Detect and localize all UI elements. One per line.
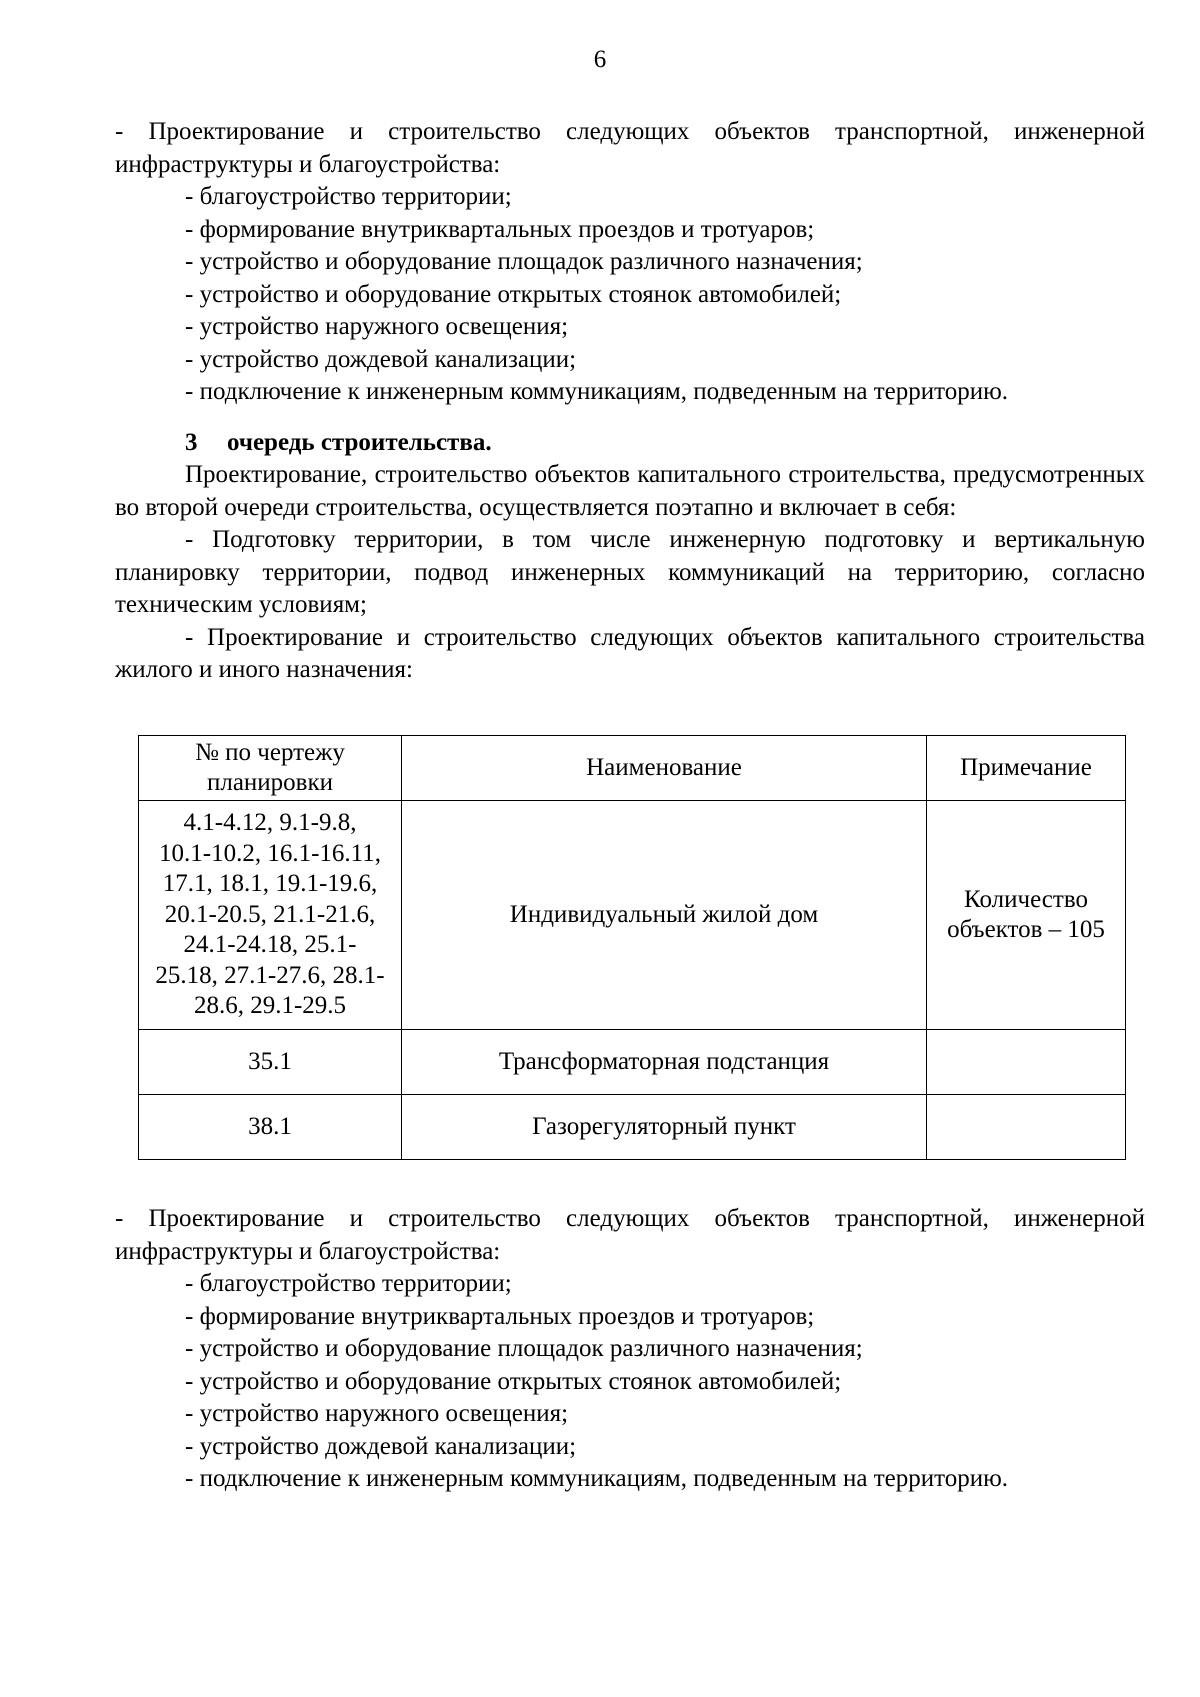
- list-item: - формирование внутриквартальных проездов и тротуаров;: [185, 1302, 815, 1330]
- stage-paragraph: Проектирование, строительство объектов капитального строительства, предусмотренных во второй очереди строительства, осуществляется поэтапно и включает в себя:: [115, 461, 1145, 521]
- list-item: - устройство и оборудование площадок различного назначения;: [185, 248, 863, 275]
- list-item: - благоустройство территории;: [185, 1270, 512, 1297]
- list-item: - устройство дождевой канализации;: [185, 1432, 577, 1460]
- list-item: - благоустройство территории;: [185, 183, 512, 210]
- stage-item-construction: - Проектирование и строительство следующих объектов капитального строительства жилого и иного назначения:: [115, 623, 1145, 683]
- stage-heading: [185, 427, 1145, 460]
- table-row: [139, 1095, 1126, 1160]
- stage-number: 3: [185, 428, 198, 456]
- list-item: - устройство наружного освещения;: [185, 313, 569, 340]
- stage-item-preparation: - Подготовку территории, в том числе инженерную подготовку и вертикальную планировку территории, подвод инженерных коммуникаций на территорию, согласно техническим условиям;: [115, 526, 1145, 618]
- top-section: [115, 116, 1145, 687]
- list-item: - подключение к инженерным коммуникациям, подведенным на территорию.: [185, 378, 1008, 405]
- table-header-row: [139, 736, 1126, 801]
- objects-table: [138, 735, 1126, 1160]
- list-item: - устройство и оборудование открытых стоянок автомобилей;: [185, 1367, 842, 1395]
- stage-title: очередь строительства.: [227, 428, 492, 456]
- list-item: - устройство наружного освещения;: [185, 1400, 569, 1427]
- bottom-intro: - Проектирование и строительство следующих объектов транспортной, инженерной инфраструктуры и благоустройства:: [115, 1205, 1145, 1265]
- list-item: - формирование внутриквартальных проездов и тротуаров;: [185, 215, 815, 243]
- cell-codes: 35.1: [139, 1030, 402, 1095]
- cell-name: Индивидуальный жилой дом: [402, 801, 927, 1030]
- cell-note: [927, 1095, 1126, 1160]
- cell-codes: 4.1-4.12, 9.1-9.8, 10.1-10.2, 16.1-16.11, 17.1, 18.1, 19.1-19.6, 20.1-20.5, 21.1-21.6, 24.1-24.18, 25.1- 25.18, 27.1-27.6, 28.1- 28.6, 29.1-29.5: [139, 801, 402, 1030]
- list-item: - устройство и оборудование площадок различного назначения;: [185, 1335, 863, 1362]
- table-row: [139, 801, 1126, 1030]
- cell-codes: 38.1: [139, 1095, 402, 1160]
- page-number: 6: [593, 46, 607, 73]
- cell-name: Газорегуляторный пункт: [402, 1095, 927, 1160]
- bottom-section: [115, 1203, 1145, 1496]
- list-item: - подключение к инженерным коммуникациям, подведенным на территорию.: [185, 1465, 1008, 1492]
- cell-note: [927, 1030, 1126, 1095]
- header-drawing-number: № по чертежу планировки: [139, 736, 402, 801]
- objects-table-wrap: [138, 735, 1125, 1160]
- top-intro: - Проектирование и строительство следующих объектов транспортной, инженерной инфраструктуры и благоустройства:: [115, 118, 1145, 178]
- cell-name: Трансформаторная подстанция: [402, 1030, 927, 1095]
- list-item: - устройство и оборудование открытых стоянок автомобилей;: [185, 280, 842, 308]
- cell-note: Количество объектов – 105: [927, 801, 1126, 1030]
- table-row: [139, 1030, 1126, 1095]
- header-name: Наименование: [402, 736, 927, 801]
- header-note: Примечание: [927, 736, 1126, 801]
- list-item: - устройство дождевой канализации;: [185, 345, 577, 373]
